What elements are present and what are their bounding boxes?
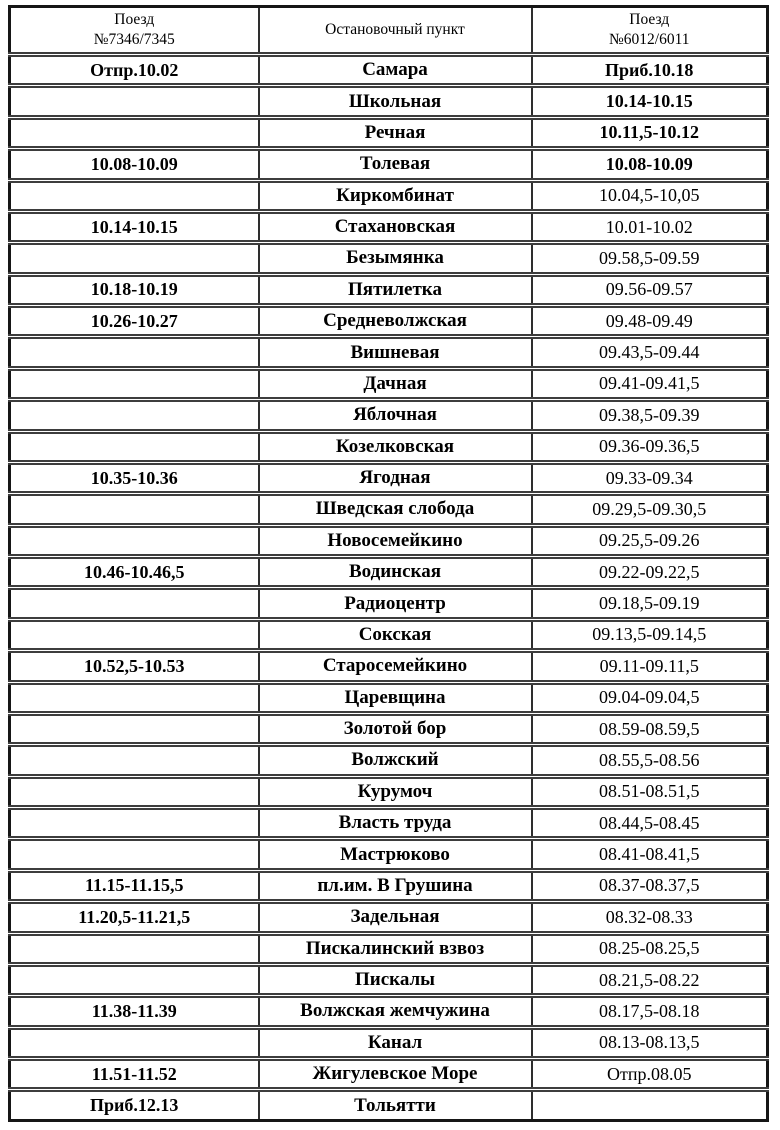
train-7346-header-cell (10, 7, 259, 55)
train-6012-time-cell: 10.01-10.02 (532, 211, 768, 242)
table-row (10, 713, 768, 744)
train-7346-time-cell: 11.15-11.15,5 (10, 870, 259, 901)
stop-name-cell: Яблочная (259, 400, 532, 431)
train-7346-time-cell (10, 745, 259, 776)
table-row (10, 306, 768, 337)
stop-name-cell: Волжская жемчужина (259, 996, 532, 1027)
table-row (10, 462, 768, 493)
train-7346-time-cell (10, 525, 259, 556)
train-6012-time-cell: 10.14-10.15 (532, 86, 768, 117)
train-6012-time-cell: 09.25,5-09.26 (532, 525, 768, 556)
train-7346-time-cell: Приб.12.13 (10, 1090, 259, 1121)
table-row (10, 211, 768, 242)
train-6012-time-cell: 09.33-09.34 (532, 462, 768, 493)
table-row (10, 651, 768, 682)
train-6012-header-cell (532, 7, 768, 55)
train-7346-time-cell (10, 368, 259, 399)
table-row (10, 243, 768, 274)
stop-name-cell: Толевая (259, 149, 532, 180)
table-row (10, 588, 768, 619)
stop-name-cell: Пятилетка (259, 274, 532, 305)
stop-name-cell: Царевщина (259, 682, 532, 713)
stop-name-cell: Водинская (259, 557, 532, 588)
train-6012-time-cell: 08.44,5-08.45 (532, 808, 768, 839)
train-6012-time-cell: 08.17,5-08.18 (532, 996, 768, 1027)
stop-name-cell: Новосемейкино (259, 525, 532, 556)
train-7346-time-cell: 11.20,5-11.21,5 (10, 902, 259, 933)
train-6012-time-cell: 08.41-08.41,5 (532, 839, 768, 870)
train-7346-time-cell: 10.26-10.27 (10, 306, 259, 337)
table-row (10, 557, 768, 588)
train-7346-time-cell (10, 776, 259, 807)
stop-name-cell: Стахановская (259, 211, 532, 242)
stop-name-cell: Старосемейкино (259, 651, 532, 682)
stop-name-cell: Речная (259, 117, 532, 148)
table-row (10, 494, 768, 525)
table-row (10, 149, 768, 180)
train-6012-time-cell (532, 1090, 768, 1121)
stop-name-cell: Пискалы (259, 964, 532, 995)
train-7346-time-cell (10, 243, 259, 274)
table-row (10, 368, 768, 399)
train-6012-time-cell: 08.59-08.59,5 (532, 713, 768, 744)
table-row (10, 776, 768, 807)
train-6012-header-line2: №6012/6011 (608, 31, 690, 48)
stop-point-header-cell (259, 7, 532, 55)
table-row (10, 337, 768, 368)
train-7346-time-cell (10, 588, 259, 619)
stop-name-cell: Мастрюково (259, 839, 532, 870)
table-row (10, 1059, 768, 1090)
stop-point-header-label: Остановочный пункт (325, 20, 465, 38)
table-row (10, 839, 768, 870)
train-6012-time-cell: 08.21,5-08.22 (532, 964, 768, 995)
stop-name-cell: Школьная (259, 86, 532, 117)
stop-name-cell: Власть труда (259, 808, 532, 839)
stop-name-cell: Тольятти (259, 1090, 532, 1121)
stop-name-cell: Безымянка (259, 243, 532, 274)
train-7346-time-cell (10, 933, 259, 964)
stop-name-cell: Задельная (259, 902, 532, 933)
stop-name-cell: Золотой бор (259, 713, 532, 744)
table-row (10, 117, 768, 148)
table-row (10, 55, 768, 86)
train-6012-time-cell: 09.56-09.57 (532, 274, 768, 305)
train-6012-time-cell: Отпр.08.05 (532, 1059, 768, 1090)
stop-name-cell: Радиоцентр (259, 588, 532, 619)
train-7346-time-cell (10, 1027, 259, 1058)
train-7346-time-cell (10, 808, 259, 839)
train-7346-time-cell (10, 431, 259, 462)
train-7346-time-cell (10, 713, 259, 744)
train-7346-header-line2: №7346/7345 (93, 31, 175, 48)
table-row (10, 996, 768, 1027)
train-6012-time-cell: 09.38,5-09.39 (532, 400, 768, 431)
table-row (10, 808, 768, 839)
train-6012-time-cell: 10.04,5-10,05 (532, 180, 768, 211)
stop-name-cell: Шведская слобода (259, 494, 532, 525)
train-7346-time-cell (10, 682, 259, 713)
train-timetable (8, 5, 769, 1122)
stop-name-cell: Жигулевское Море (259, 1059, 532, 1090)
table-row (10, 274, 768, 305)
stop-name-cell: Канал (259, 1027, 532, 1058)
stop-name-cell: Самара (259, 55, 532, 86)
train-7346-time-cell: 10.35-10.36 (10, 462, 259, 493)
stop-name-cell: Дачная (259, 368, 532, 399)
train-6012-time-cell: 09.11-09.11,5 (532, 651, 768, 682)
stop-name-cell: Козелковская (259, 431, 532, 462)
table-row (10, 619, 768, 650)
train-6012-time-cell: 09.18,5-09.19 (532, 588, 768, 619)
train-7346-time-cell (10, 180, 259, 211)
train-6012-time-cell: 09.04-09.04,5 (532, 682, 768, 713)
stop-name-cell: Пискалинский взвоз (259, 933, 532, 964)
train-7346-time-cell: 10.46-10.46,5 (10, 557, 259, 588)
table-row (10, 1027, 768, 1058)
train-6012-time-cell: 08.25-08.25,5 (532, 933, 768, 964)
stop-name-cell: Волжский (259, 745, 532, 776)
train-7346-time-cell (10, 964, 259, 995)
timetable-header (10, 7, 768, 55)
train-6012-time-cell: 08.32-08.33 (532, 902, 768, 933)
train-7346-time-cell: 10.52,5-10.53 (10, 651, 259, 682)
timetable-body (10, 55, 768, 1121)
table-row (10, 870, 768, 901)
train-7346-time-cell (10, 494, 259, 525)
train-6012-header-line1: Поезд (629, 10, 670, 28)
table-row (10, 964, 768, 995)
table-row (10, 86, 768, 117)
stop-name-cell: Ягодная (259, 462, 532, 493)
train-6012-time-cell: Приб.10.18 (532, 55, 768, 86)
train-6012-time-cell: 10.11,5-10.12 (532, 117, 768, 148)
table-row (10, 682, 768, 713)
train-6012-time-cell: 09.43,5-09.44 (532, 337, 768, 368)
train-6012-time-cell: 08.51-08.51,5 (532, 776, 768, 807)
train-7346-time-cell: 10.14-10.15 (10, 211, 259, 242)
table-row (10, 180, 768, 211)
train-7346-time-cell: 10.18-10.19 (10, 274, 259, 305)
stop-name-cell: Курумоч (259, 776, 532, 807)
train-6012-time-cell: 08.55,5-08.56 (532, 745, 768, 776)
table-row (10, 400, 768, 431)
train-6012-time-cell: 09.48-09.49 (532, 306, 768, 337)
table-row (10, 902, 768, 933)
train-6012-time-cell: 08.37-08.37,5 (532, 870, 768, 901)
train-6012-time-cell: 09.29,5-09.30,5 (532, 494, 768, 525)
stop-name-cell: Сокская (259, 619, 532, 650)
train-7346-time-cell (10, 400, 259, 431)
train-6012-time-cell: 09.36-09.36,5 (532, 431, 768, 462)
train-7346-time-cell: Отпр.10.02 (90, 59, 179, 80)
table-row (10, 1090, 768, 1121)
train-6012-time-cell: 08.13-08.13,5 (532, 1027, 768, 1058)
header-row (10, 7, 768, 55)
train-7346-time-cell: 11.51-11.52 (10, 1059, 259, 1090)
table-row (10, 431, 768, 462)
train-7346-time-cell (10, 117, 259, 148)
train-6012-time-cell: 10.08-10.09 (532, 149, 768, 180)
stop-name-cell: пл.им. В Грушина (259, 870, 532, 901)
train-7346-time-cell (10, 337, 259, 368)
train-6012-time-cell: 09.41-09.41,5 (532, 368, 768, 399)
train-7346-time-cell (10, 86, 259, 117)
train-6012-time-cell: 09.13,5-09.14,5 (532, 619, 768, 650)
stop-name-cell: Киркомбинат (259, 180, 532, 211)
table-row (10, 525, 768, 556)
stop-name-cell: Средневолжская (259, 306, 532, 337)
train-6012-time-cell: 09.22-09.22,5 (532, 557, 768, 588)
train-7346-header-line1: Поезд (114, 10, 155, 28)
train-7346-time-cell: 10.08-10.09 (10, 149, 259, 180)
table-row (10, 745, 768, 776)
stop-name-cell: Вишневая (259, 337, 532, 368)
train-7346-time-cell (10, 839, 259, 870)
train-6012-time-cell: 09.58,5-09.59 (532, 243, 768, 274)
train-7346-time-cell: 11.38-11.39 (10, 996, 259, 1027)
table-row (10, 933, 768, 964)
train-7346-time-cell (10, 619, 259, 650)
